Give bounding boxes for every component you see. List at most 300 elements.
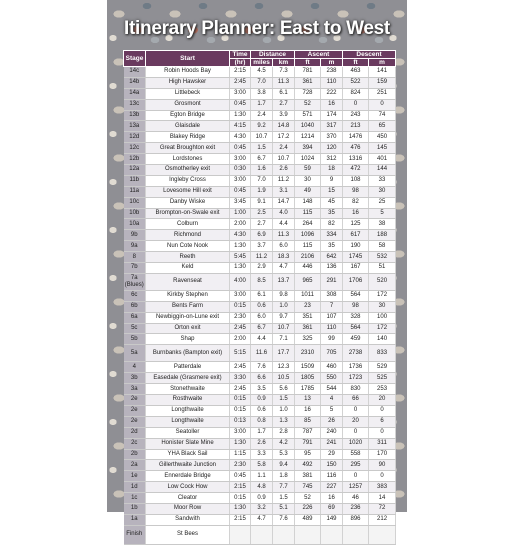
ascent-ft-cell: 791 <box>295 438 321 449</box>
descent-m-cell: 450 <box>369 132 396 143</box>
km-cell: 7.6 <box>273 514 295 525</box>
ascent-ft-cell: 16 <box>295 405 321 416</box>
miles-cell: 11.6 <box>251 345 273 362</box>
miles-cell: 9.1 <box>251 197 273 208</box>
table-row <box>124 263 396 274</box>
table-row <box>124 186 396 197</box>
table-row <box>124 110 396 121</box>
table-row <box>124 132 396 143</box>
ascent-m-cell: 16 <box>321 99 343 110</box>
ascent-ft-cell: 148 <box>295 197 321 208</box>
ascent-ft-cell: 381 <box>295 471 321 482</box>
time-cell: 0:15 <box>230 301 251 312</box>
table-row <box>124 121 396 132</box>
miles-cell: 7.0 <box>251 77 273 88</box>
miles-cell: 6.9 <box>251 230 273 241</box>
km-cell: 14.8 <box>273 121 295 132</box>
miles-cell: 6.1 <box>251 290 273 301</box>
start-cell: Lordstones <box>146 154 230 165</box>
time-cell: 5:15 <box>230 345 251 362</box>
ascent-m-cell: 45 <box>321 197 343 208</box>
descent-m-cell: 0 <box>369 427 396 438</box>
finish-stage-cell: Finish <box>124 525 146 544</box>
miles-cell: 0.6 <box>251 301 273 312</box>
table-row <box>124 384 396 395</box>
miles-cell: 0.9 <box>251 395 273 406</box>
descent-m-cell: 172 <box>369 323 396 334</box>
ascent-m-cell: 222 <box>321 88 343 99</box>
ascent-ft-cell: 13 <box>295 395 321 406</box>
time-cell: 1:30 <box>230 263 251 274</box>
stage-cell: 1d <box>124 482 146 493</box>
miles-cell: 4.4 <box>251 334 273 345</box>
ascent-m-cell: 312 <box>321 154 343 165</box>
ascent-m-cell: 99 <box>321 334 343 345</box>
ascent-ft-cell: 2310 <box>295 345 321 362</box>
table-row <box>124 252 396 263</box>
time-unit-header: (hr) <box>230 59 251 67</box>
stage-cell: 7b <box>124 263 146 274</box>
ascent-m-cell: 5 <box>321 405 343 416</box>
time-cell: 0:13 <box>230 416 251 427</box>
ascent-ft-cell: 52 <box>295 493 321 504</box>
miles-cell: 4.5 <box>251 67 273 78</box>
ascent-ft-cell: 59 <box>295 165 321 176</box>
start-cell: Reeth <box>146 252 230 263</box>
ascent-ft-cell: 226 <box>295 503 321 514</box>
km-cell: 1.5 <box>273 493 295 504</box>
time-cell: 2:30 <box>230 312 251 323</box>
km-cell: 4.2 <box>273 438 295 449</box>
stage-cell: 14c <box>124 67 146 78</box>
ascent-m-cell: 174 <box>321 110 343 121</box>
ascent-ft-cell: 49 <box>295 186 321 197</box>
start-cell: Cleator <box>146 493 230 504</box>
miles-cell: 1.7 <box>251 99 273 110</box>
descent-m-cell: 30 <box>369 301 396 312</box>
stage-cell: 4 <box>124 362 146 373</box>
descent-ft-cell: 243 <box>343 110 369 121</box>
descent-ft-cell: 0 <box>343 405 369 416</box>
descent-ft-cell: 46 <box>343 493 369 504</box>
descent-m-cell: 5 <box>369 208 396 219</box>
start-cell: Easedale (Grasmere exit) <box>146 373 230 384</box>
start-cell: Ingleby Cross <box>146 175 230 186</box>
ascent-ft-header: ft <box>295 59 321 67</box>
descent-m-cell: 144 <box>369 165 396 176</box>
page-title: Itinerary Planner: East to West <box>124 18 390 39</box>
ascent-ft-cell: 965 <box>295 273 321 290</box>
stage-cell: 1a <box>124 514 146 525</box>
time-header: Time <box>230 51 251 59</box>
table-row <box>124 154 396 165</box>
ascent-ft-cell: 1040 <box>295 121 321 132</box>
stage-cell: 10a <box>124 219 146 230</box>
finish-empty-cell <box>251 525 273 544</box>
descent-ft-cell: 295 <box>343 460 369 471</box>
ascent-ft-cell: 745 <box>295 482 321 493</box>
km-cell: 17.7 <box>273 345 295 362</box>
ascent-m-cell: 334 <box>321 230 343 241</box>
ascent-header: Ascent <box>295 51 343 59</box>
stage-cell: 6b <box>124 301 146 312</box>
descent-m-cell: 0 <box>369 99 396 110</box>
descent-ft-cell: 463 <box>343 67 369 78</box>
descent-m-cell: 30 <box>369 186 396 197</box>
descent-ft-cell: 1736 <box>343 362 369 373</box>
ascent-m-cell: 120 <box>321 143 343 154</box>
table-row <box>124 273 396 290</box>
descent-header: Descent <box>343 51 396 59</box>
ascent-m-cell: 240 <box>321 427 343 438</box>
start-cell: Littlebeck <box>146 88 230 99</box>
time-cell: 1:30 <box>230 110 251 121</box>
ascent-ft-cell: 728 <box>295 88 321 99</box>
stage-cell: 2c <box>124 438 146 449</box>
itinerary-table <box>123 50 396 545</box>
ascent-m-cell: 26 <box>321 416 343 427</box>
descent-m-cell: 520 <box>369 273 396 290</box>
start-cell: Brompton-on-Swale exit <box>146 208 230 219</box>
start-cell: Longthwaite <box>146 405 230 416</box>
km-cell: 9.7 <box>273 312 295 323</box>
km-cell: 1.3 <box>273 416 295 427</box>
stage-header: Stage <box>124 51 146 67</box>
ascent-ft-cell: 489 <box>295 514 321 525</box>
start-cell: Danby Wiske <box>146 197 230 208</box>
table-row <box>124 493 396 504</box>
stage-cell: 1e <box>124 471 146 482</box>
km-cell: 1.8 <box>273 471 295 482</box>
miles-cell: 5.8 <box>251 460 273 471</box>
descent-m-cell: 188 <box>369 230 396 241</box>
descent-m-cell: 172 <box>369 290 396 301</box>
descent-ft-cell: 1257 <box>343 482 369 493</box>
table-row <box>124 99 396 110</box>
miles-cell: 3.7 <box>251 241 273 252</box>
descent-m-header: m <box>369 59 396 67</box>
itinerary-body <box>124 67 396 545</box>
ascent-ft-cell: 394 <box>295 143 321 154</box>
time-cell: 1:30 <box>230 503 251 514</box>
start-cell: Burnbanks (Bampton exit) <box>146 345 230 362</box>
time-cell: 1:30 <box>230 438 251 449</box>
miles-cell: 2.7 <box>251 219 273 230</box>
ascent-ft-cell: 492 <box>295 460 321 471</box>
km-cell: 18.3 <box>273 252 295 263</box>
start-cell: Sandwith <box>146 514 230 525</box>
ascent-m-cell: 110 <box>321 323 343 334</box>
descent-ft-cell: 236 <box>343 503 369 514</box>
miles-cell: 6.7 <box>251 323 273 334</box>
ascent-m-cell: 29 <box>321 449 343 460</box>
stage-cell: 5b <box>124 334 146 345</box>
time-cell: 2:00 <box>230 334 251 345</box>
stage-cell: 5a <box>124 345 146 362</box>
table-row <box>124 241 396 252</box>
miles-cell: 3.8 <box>251 88 273 99</box>
ascent-ft-cell: 325 <box>295 334 321 345</box>
miles-cell: 3.5 <box>251 384 273 395</box>
time-cell: 3:00 <box>230 154 251 165</box>
descent-m-cell: 65 <box>369 121 396 132</box>
stage-cell: 2e <box>124 405 146 416</box>
descent-m-cell: 529 <box>369 362 396 373</box>
ascent-m-cell: 370 <box>321 132 343 143</box>
km-cell: 2.4 <box>273 143 295 154</box>
km-cell: 7.3 <box>273 67 295 78</box>
km-cell: 10.7 <box>273 323 295 334</box>
descent-ft-cell: 1476 <box>343 132 369 143</box>
start-cell: Glaisdale <box>146 121 230 132</box>
time-cell: 2:45 <box>230 362 251 373</box>
finish-start-cell: St Bees <box>146 525 230 544</box>
descent-m-cell: 383 <box>369 482 396 493</box>
time-cell: 2:15 <box>230 482 251 493</box>
km-cell: 3.1 <box>273 186 295 197</box>
km-cell: 2.7 <box>273 99 295 110</box>
descent-m-cell: 532 <box>369 252 396 263</box>
ascent-ft-cell: 85 <box>295 416 321 427</box>
ascent-m-header: m <box>321 59 343 67</box>
km-cell: 2.6 <box>273 165 295 176</box>
stage-cell: 9a <box>124 241 146 252</box>
miles-cell: 0.6 <box>251 405 273 416</box>
start-cell: Seatoller <box>146 427 230 438</box>
table-row <box>124 405 396 416</box>
table-row <box>124 503 396 514</box>
descent-ft-cell: 1020 <box>343 438 369 449</box>
time-cell: 1:00 <box>230 208 251 219</box>
descent-ft-cell: 328 <box>343 312 369 323</box>
km-cell: 5.3 <box>273 449 295 460</box>
miles-cell: 2.4 <box>251 110 273 121</box>
time-cell: 2:45 <box>230 77 251 88</box>
start-cell: YHA Black Sail <box>146 449 230 460</box>
km-cell: 2.8 <box>273 427 295 438</box>
ascent-ft-cell: 361 <box>295 323 321 334</box>
descent-m-cell: 525 <box>369 373 396 384</box>
stage-cell: 6a <box>124 312 146 323</box>
time-cell: 4:30 <box>230 230 251 241</box>
descent-m-cell: 14 <box>369 493 396 504</box>
finish-row <box>124 525 396 544</box>
miles-cell: 0.8 <box>251 416 273 427</box>
ascent-m-cell: 460 <box>321 362 343 373</box>
miles-cell: 3.3 <box>251 449 273 460</box>
time-cell: 3:00 <box>230 427 251 438</box>
time-cell: 2:15 <box>230 67 251 78</box>
km-cell: 5.6 <box>273 384 295 395</box>
time-cell: 0:30 <box>230 165 251 176</box>
stage-cell: 9b <box>124 230 146 241</box>
descent-m-cell: 311 <box>369 438 396 449</box>
table-row <box>124 175 396 186</box>
stage-cell: 7a (Blues) <box>124 273 146 290</box>
miles-cell: 2.9 <box>251 263 273 274</box>
time-cell: 0:45 <box>230 186 251 197</box>
table-row <box>124 438 396 449</box>
stage-cell: 11a <box>124 186 146 197</box>
header-row-top <box>124 51 396 59</box>
start-cell: Ennerdale Bridge <box>146 471 230 482</box>
ascent-m-cell: 9 <box>321 175 343 186</box>
time-cell: 2:45 <box>230 323 251 334</box>
ascent-m-cell: 7 <box>321 301 343 312</box>
descent-ft-cell: 1316 <box>343 154 369 165</box>
stage-cell: 3a <box>124 384 146 395</box>
time-cell: 0:15 <box>230 493 251 504</box>
descent-ft-cell: 824 <box>343 88 369 99</box>
table-row <box>124 362 396 373</box>
table-row <box>124 143 396 154</box>
km-cell: 6.1 <box>273 88 295 99</box>
km-cell: 4.4 <box>273 219 295 230</box>
table-row <box>124 230 396 241</box>
km-cell: 6.0 <box>273 241 295 252</box>
ascent-m-cell: 227 <box>321 482 343 493</box>
ascent-m-cell: 15 <box>321 186 343 197</box>
ascent-ft-cell: 1096 <box>295 230 321 241</box>
descent-ft-cell: 82 <box>343 197 369 208</box>
km-cell: 13.7 <box>273 273 295 290</box>
table-row <box>124 427 396 438</box>
descent-ft-cell: 108 <box>343 175 369 186</box>
table-row <box>124 334 396 345</box>
start-cell: Newbiggin-on-Lune exit <box>146 312 230 323</box>
descent-m-cell: 170 <box>369 449 396 460</box>
descent-ft-cell: 1745 <box>343 252 369 263</box>
table-row <box>124 373 396 384</box>
descent-ft-cell: 2738 <box>343 345 369 362</box>
time-cell: 0:15 <box>230 405 251 416</box>
table-row <box>124 312 396 323</box>
ascent-m-cell: 291 <box>321 273 343 290</box>
km-cell: 17.2 <box>273 132 295 143</box>
miles-cell: 1.5 <box>251 143 273 154</box>
time-cell: 2:00 <box>230 219 251 230</box>
ascent-m-cell: 308 <box>321 290 343 301</box>
finish-empty-cell <box>295 525 321 544</box>
km-cell: 3.9 <box>273 110 295 121</box>
stage-cell: 1b <box>124 503 146 514</box>
ascent-m-cell: 241 <box>321 438 343 449</box>
ascent-m-cell: 150 <box>321 460 343 471</box>
start-cell: Grosmont <box>146 99 230 110</box>
descent-ft-cell: 830 <box>343 384 369 395</box>
km-cell: 10.7 <box>273 154 295 165</box>
descent-ft-cell: 1723 <box>343 373 369 384</box>
stage-cell: 12d <box>124 132 146 143</box>
stage-cell: 3b <box>124 373 146 384</box>
km-cell: 4.7 <box>273 263 295 274</box>
km-cell: 9.8 <box>273 290 295 301</box>
miles-cell: 7.0 <box>251 175 273 186</box>
descent-ft-cell: 20 <box>343 416 369 427</box>
start-cell: Moor Row <box>146 503 230 514</box>
descent-m-cell: 401 <box>369 154 396 165</box>
miles-cell: 7.6 <box>251 362 273 373</box>
start-cell: Low Cock How <box>146 482 230 493</box>
start-cell: Osmotherley exit <box>146 165 230 176</box>
start-cell: Richmond <box>146 230 230 241</box>
time-cell: 0:45 <box>230 99 251 110</box>
descent-m-cell: 6 <box>369 416 396 427</box>
stage-cell: 2a <box>124 460 146 471</box>
ascent-m-cell: 18 <box>321 165 343 176</box>
descent-m-cell: 33 <box>369 175 396 186</box>
start-cell: Orton exit <box>146 323 230 334</box>
time-cell: 3:45 <box>230 197 251 208</box>
stage-cell: 14b <box>124 77 146 88</box>
time-cell: 0:15 <box>230 395 251 406</box>
stage-cell: 13b <box>124 110 146 121</box>
time-cell: 1:15 <box>230 449 251 460</box>
time-cell: 3:00 <box>230 175 251 186</box>
ascent-m-cell: 149 <box>321 514 343 525</box>
descent-m-cell: 74 <box>369 110 396 121</box>
ascent-ft-cell: 1214 <box>295 132 321 143</box>
stage-cell: 12b <box>124 154 146 165</box>
stage-cell: 10c <box>124 197 146 208</box>
miles-cell: 10.7 <box>251 132 273 143</box>
ascent-m-cell: 705 <box>321 345 343 362</box>
miles-cell: 6.6 <box>251 373 273 384</box>
start-cell: Bents Farm <box>146 301 230 312</box>
ascent-ft-cell: 351 <box>295 312 321 323</box>
miles-cell: 6.7 <box>251 154 273 165</box>
start-cell: Egton Bridge <box>146 110 230 121</box>
table-row <box>124 471 396 482</box>
table-row <box>124 88 396 99</box>
stage-cell: 2b <box>124 449 146 460</box>
time-cell: 3:00 <box>230 290 251 301</box>
table-row <box>124 67 396 78</box>
descent-m-cell: 58 <box>369 241 396 252</box>
table-row <box>124 219 396 230</box>
stage-cell: 8 <box>124 252 146 263</box>
ascent-m-cell: 110 <box>321 77 343 88</box>
miles-cell: 6.0 <box>251 312 273 323</box>
start-cell: Colburn <box>146 219 230 230</box>
table-row <box>124 197 396 208</box>
miles-cell: 1.7 <box>251 427 273 438</box>
descent-m-cell: 100 <box>369 312 396 323</box>
miles-cell: 1.6 <box>251 165 273 176</box>
start-cell: Blakey Ridge <box>146 132 230 143</box>
start-cell: Nun Cote Nook <box>146 241 230 252</box>
table-row <box>124 323 396 334</box>
ascent-ft-cell: 361 <box>295 77 321 88</box>
distance-header: Distance <box>251 51 295 59</box>
ascent-m-cell: 550 <box>321 373 343 384</box>
time-cell: 2:15 <box>230 514 251 525</box>
ascent-ft-cell: 781 <box>295 67 321 78</box>
descent-m-cell: 145 <box>369 143 396 154</box>
time-cell: 2:45 <box>230 384 251 395</box>
descent-m-cell: 0 <box>369 405 396 416</box>
ascent-ft-cell: 1024 <box>295 154 321 165</box>
km-cell: 11.3 <box>273 77 295 88</box>
start-cell: Patterdale <box>146 362 230 373</box>
km-cell: 12.3 <box>273 362 295 373</box>
descent-ft-cell: 213 <box>343 121 369 132</box>
miles-cell: 2.6 <box>251 438 273 449</box>
km-cell: 11.2 <box>273 175 295 186</box>
stage-cell: 11b <box>124 175 146 186</box>
descent-ft-cell: 167 <box>343 263 369 274</box>
ascent-m-cell: 544 <box>321 384 343 395</box>
